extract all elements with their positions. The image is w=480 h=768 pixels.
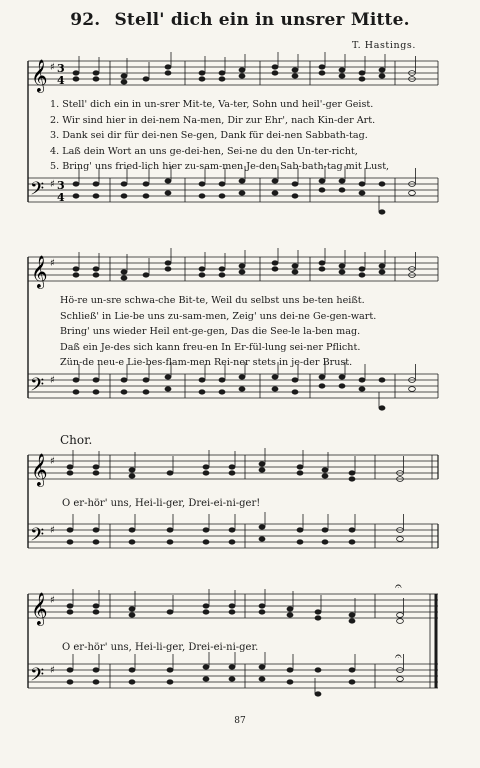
- verse-line: Schließ' in Lie-be uns zu-sam-men, Zeig' uns dei-ne Ge-gen-wart.: [60, 310, 377, 322]
- svg-text:♯: ♯: [50, 258, 55, 269]
- page-number: 87: [234, 716, 246, 726]
- svg-text:𝄞: 𝄞: [31, 592, 48, 625]
- svg-text:♯: ♯: [50, 595, 55, 606]
- composer-credit: T. Hastings.: [352, 40, 416, 51]
- music-system-1: [0, 52, 480, 222]
- svg-text:𝄞: 𝄞: [31, 453, 48, 486]
- svg-text:𝄢: 𝄢: [30, 525, 45, 550]
- verse-line: 4. Laß dein Wort an uns ge-dei-hen, Sei-ne du den Un-ter-richt,: [50, 145, 358, 157]
- svg-text:𝄢: 𝄢: [30, 375, 45, 400]
- svg-text:♯: ♯: [50, 665, 55, 676]
- music-system-2: [0, 248, 480, 418]
- verse-lines-1: [50, 97, 435, 175]
- svg-text:4: 4: [57, 191, 65, 204]
- svg-text:♯: ♯: [50, 62, 55, 73]
- verse-lines-2: [60, 293, 435, 371]
- svg-text:𝄢: 𝄢: [30, 179, 45, 204]
- verse-line: 3. Dank sei dir für dei-nen Se-gen, Dank für dei-nen Sabbath-tag.: [50, 130, 368, 141]
- svg-text:♯: ♯: [50, 525, 55, 536]
- svg-text:♯: ♯: [50, 179, 55, 190]
- svg-text:3: 3: [57, 62, 65, 75]
- svg-text:𝄞: 𝄞: [31, 59, 48, 92]
- svg-text:3: 3: [57, 179, 65, 192]
- chorus-line-2: O er-hör' uns, Hei-li-ger, Drei-ei-ni-ger.: [62, 642, 259, 653]
- verse-line: 2. Wir sind hier in dei-nem Na-men, Dir zur Ehr', nach Kin-der Art.: [50, 114, 376, 126]
- svg-text:𝄐: 𝄐: [395, 649, 402, 663]
- verse-line: 5. Bring' uns fried-lich hier zu-sam-men Je-den Sab-bath-tag mit Lust,: [50, 161, 390, 172]
- verse-line: Daß ein Je-des sich kann freu-en In Er-fül-lung sei-ner Pflicht.: [60, 341, 361, 353]
- svg-text:4: 4: [57, 74, 65, 87]
- svg-text:♯: ♯: [50, 375, 55, 386]
- svg-text:𝄐: 𝄐: [395, 580, 402, 593]
- music-system-4: [0, 580, 480, 710]
- chorus-line-1: O er-hör' uns, Hei-li-ger, Drei-ei-ni-ger!: [62, 498, 261, 509]
- music-system-3: [0, 446, 480, 566]
- svg-text:𝄢: 𝄢: [30, 665, 45, 690]
- hymn-number: 92.: [70, 10, 101, 30]
- hymn-title: Stell' dich ein in unsrer Mitte.: [114, 10, 410, 30]
- svg-text:𝄞: 𝄞: [31, 255, 48, 288]
- chorus-label: Chor.: [60, 433, 93, 447]
- verse-line: Hö-re un-sre schwa-che Bit-te, Weil du selbst uns be-ten heißt.: [60, 295, 365, 306]
- hymn-title-line: [0, 10, 480, 30]
- verse-line: Bring' uns wieder Heil ent-ge-gen, Das die See-le la-ben mag.: [60, 326, 361, 337]
- svg-text:♯: ♯: [50, 456, 55, 467]
- verse-line: Zün-de neu-e Lie-bes-flam-men Rei-ner stets in je-der Brust.: [60, 357, 353, 368]
- verse-line: 1. Stell' dich ein in un-srer Mit-te, Va-ter, Sohn und heil'-ger Geist.: [50, 99, 374, 110]
